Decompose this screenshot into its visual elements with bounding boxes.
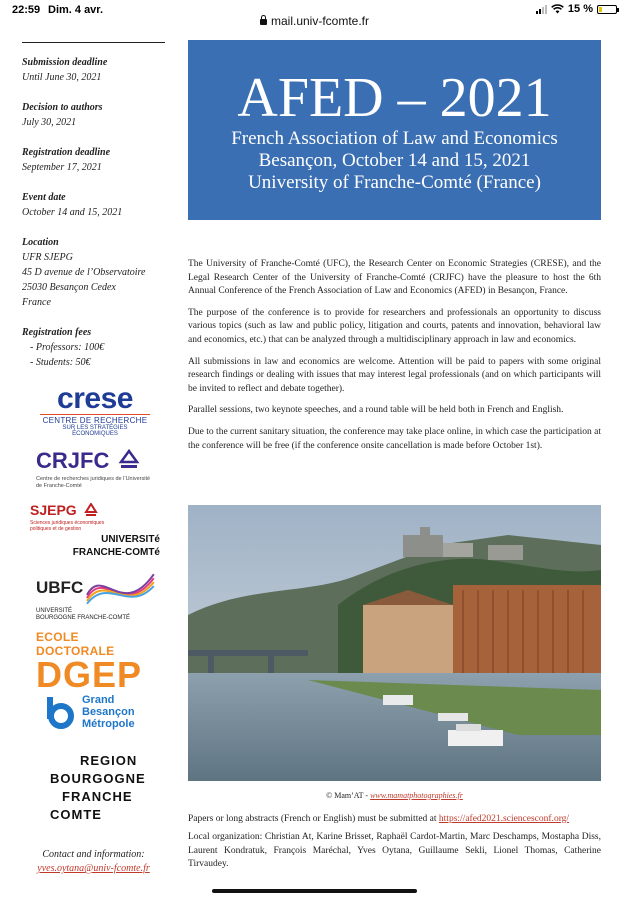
sidebar xyxy=(22,42,165,385)
paragraph: The purpose of the conference is to provide for researchers and professionals an opportunity to discuss various topics (such as law and public policy, litigation and courts, patents and innovation, behavioral law and economics, etc.) that can be analyzed through a multidisciplinary approach in law and economics. xyxy=(188,307,601,345)
contact-label: Contact and information: xyxy=(42,849,145,860)
photo-illustration xyxy=(188,505,601,781)
besancon-line2: Besançon xyxy=(82,706,135,718)
info-location xyxy=(22,235,165,310)
submission-info xyxy=(188,813,601,826)
ubfc-logo-sub2: BOURGOGNE FRANCHE-COMTÉ xyxy=(36,615,131,621)
battery-percent: 15 % xyxy=(567,3,593,15)
info-registration-deadline xyxy=(22,145,165,175)
region-line4: COMTE xyxy=(50,807,102,822)
banner-location-date: Besançon, October 14 and 15, 2021 xyxy=(258,150,531,171)
paragraph: All submissions in law and economics are welcome. Attention will be paid to papers with some original research findings or dealing with issues that may interest legal professionals (and on which participants will be invited to reflect and debate together). xyxy=(188,356,601,394)
info-decision xyxy=(22,100,165,130)
paragraph: Due to the current sanitary situation, the conference may take place online, in which case the participation at the conference will be free (if the conference onsite cancellation is made before October 1st). xyxy=(188,426,601,451)
submission-text: Papers or long abstracts (French or English) must be submitted at xyxy=(188,814,439,824)
paragraph: Parallel sessions, two keynote speeches, and a round table will be held both in French and English. xyxy=(188,405,564,416)
info-submission-deadline xyxy=(22,55,165,85)
ubfc-waves-icon xyxy=(85,568,156,608)
url-text: mail.univ-fcomte.fr xyxy=(270,14,370,28)
caption-link[interactable]: www.mamatphotographies.fr xyxy=(370,791,463,800)
main-content xyxy=(188,258,601,461)
region-bfc-logo xyxy=(50,752,160,824)
grand-besancon-emblem-icon xyxy=(46,695,76,729)
besancon-line1: Grand xyxy=(82,694,115,706)
dgep-logo xyxy=(36,630,152,695)
ubfc-logo-sub: UNIVERSITÉ xyxy=(36,608,73,614)
fee-line: - Students: 50€ xyxy=(30,357,91,368)
crese-logo-sub2: SUR LES STRATÉGIES ÉCONOMIQUES xyxy=(62,425,128,437)
fee-line: - Professors: 100€ xyxy=(30,342,105,353)
banner-title: AFED – 2021 xyxy=(237,67,552,129)
status-date: Dim. 4 avr. xyxy=(48,4,104,16)
location-line: France xyxy=(22,297,51,308)
info-value: September 17, 2021 xyxy=(22,162,102,173)
crjfc-logo-sub: Centre de recherches juridiques de l’Université de Franche-Comté xyxy=(36,476,151,489)
crjfc-emblem-icon xyxy=(118,449,140,471)
info-event-date xyxy=(22,190,165,220)
dgep-logo-sub: ECOLE DOCTORALE xyxy=(36,630,115,658)
signal-icon xyxy=(536,5,547,14)
sjepg-logo-text: SJEPG xyxy=(30,502,77,518)
dgep-logo-text: DGEP xyxy=(36,654,143,695)
info-value: October 14 and 15, 2021 xyxy=(22,207,123,218)
info-label: Registration fees xyxy=(22,327,92,338)
region-line2: BOURGOGNE xyxy=(50,771,146,786)
sidebar-divider xyxy=(22,42,165,43)
info-value: July 30, 2021 xyxy=(22,117,77,128)
info-fees xyxy=(22,325,165,370)
wifi-icon xyxy=(551,4,564,14)
grand-besancon-logo xyxy=(46,694,156,730)
crese-logo-sub: CENTRE DE RECHERCHE xyxy=(40,414,150,425)
info-label: Submission deadline xyxy=(22,57,108,68)
ufc-logo-line1: UNIVERSITé xyxy=(101,534,160,545)
crese-logo-text: crese xyxy=(57,382,133,415)
location-line: UFR SJEPG xyxy=(22,252,73,263)
crjfc-logo-text: CRJFC xyxy=(36,448,110,473)
paragraph: The University of Franche-Comté (UFC), the Research Center on Economic Strategies (CRESE), and the Legal Research Center of the University of Franche-Comté (CRJFC) have the pleasure to host the 6th Annual Conference of the French Association of Law and Economics (AFED) in Besançon, France. xyxy=(188,259,601,297)
battery-fill xyxy=(599,7,602,12)
info-label: Registration deadline xyxy=(22,147,111,158)
location-line: 45 D avenue de l’Observatoire xyxy=(22,267,146,278)
info-label: Decision to authors xyxy=(22,102,103,113)
contact-email-link[interactable]: yves.oytana@univ-fcomte.fr xyxy=(37,863,150,874)
besancon-photo xyxy=(188,505,601,781)
besancon-line3: Métropole xyxy=(82,718,135,730)
crjfc-logo xyxy=(36,448,156,490)
sjepg-logo xyxy=(30,502,160,558)
ufc-logo-line2: FRANCHE-COMTé xyxy=(72,547,160,558)
crese-logo xyxy=(40,384,150,437)
home-indicator[interactable] xyxy=(212,889,417,893)
location-line: 25030 Besançon Cedex xyxy=(22,282,116,293)
lock-icon xyxy=(260,19,267,25)
contact-info xyxy=(22,848,165,876)
region-line1: REGION xyxy=(80,753,138,768)
banner-subtitle: French Association of Law and Economics xyxy=(231,128,558,149)
sjepg-logo-sub: Sciences juridiques économiques politiques et de gestion xyxy=(30,520,105,532)
photo-caption xyxy=(188,791,601,800)
caption-credit: © Mam’AT - xyxy=(326,791,371,800)
info-label: Location xyxy=(22,237,59,248)
info-label: Event date xyxy=(22,192,66,203)
region-line3: FRANCHE xyxy=(62,789,133,804)
battery-icon xyxy=(597,5,617,14)
status-time: 22:59 xyxy=(12,4,41,16)
banner-university: University of Franche-Comté (France) xyxy=(248,172,541,193)
submission-link[interactable]: https://afed2021.sciencesconf.org/ xyxy=(438,814,570,824)
info-value: Until June 30, 2021 xyxy=(22,72,102,83)
conference-banner xyxy=(188,40,601,220)
local-organization: Local organization: Christian At, Karine Brisset, Raphaël Cardot-Martin, Marc Deschamps, Mostapha Diss, Laurent Kondratuk, François Maréchal, Yves Oytana, Guillaume Sekli, Lionel Thomas, Catherine Tirvaudey. xyxy=(188,832,601,870)
ubfc-logo xyxy=(36,568,156,622)
address-bar[interactable] xyxy=(0,14,629,32)
ubfc-logo-text: UBFC xyxy=(36,578,84,597)
sjepg-emblem-icon xyxy=(84,503,98,517)
